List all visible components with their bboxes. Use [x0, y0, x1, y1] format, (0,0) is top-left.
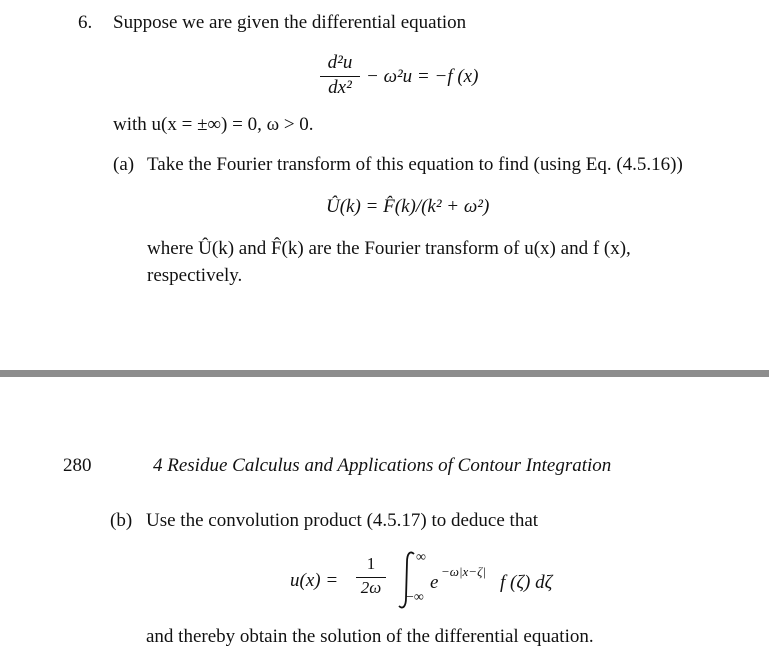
integral-upper-limit: ∞: [416, 550, 426, 565]
running-head: 4 Residue Calculus and Applications of Contour Integration: [153, 455, 612, 476]
eq-coef-denominator: 2ω: [360, 578, 382, 597]
ode-rest: − ω²u = −f (x): [366, 66, 479, 87]
eq-exponent: −ω|x−ζ|: [441, 564, 486, 579]
ode-denominator: dx²: [328, 77, 352, 98]
part-b-text: Use the convolution product (4.5.17) to deduce that: [146, 510, 539, 531]
part-b-closing: and thereby obtain the solution of the differential equation.: [146, 626, 594, 647]
ode-fraction: [320, 52, 360, 101]
eq-coef-numerator: 1: [366, 554, 376, 573]
integral-lower-limit: −∞: [406, 590, 424, 605]
ode-numerator: d²u: [327, 52, 353, 73]
problem-number: 6.: [78, 12, 93, 33]
eq-exp-base: e: [430, 572, 439, 593]
page-separator: [0, 370, 769, 377]
part-a-label: (a): [113, 154, 135, 175]
part-a-equation: Û(k) = F̂(k)/(k² + ω²): [326, 196, 490, 217]
part-a-where-line1: where Û(k) and F̂(k) are the Fourier transform of u(x) and f (x),: [147, 238, 631, 259]
page-number: 280: [63, 455, 92, 476]
part-a-text: Take the Fourier transform of this equation to find (using Eq. (4.5.16)): [147, 154, 683, 175]
eq-integrand: f (ζ) dζ: [500, 572, 553, 593]
problem-intro: Suppose we are given the differential equation: [113, 12, 467, 33]
boundary-condition: with u(x = ±∞) = 0, ω > 0.: [113, 114, 314, 135]
part-b-label: (b): [110, 510, 133, 531]
eq-coefficient: [356, 554, 386, 601]
part-a-where-line2: respectively.: [147, 265, 243, 286]
eq-lhs: u(x) =: [290, 570, 339, 591]
